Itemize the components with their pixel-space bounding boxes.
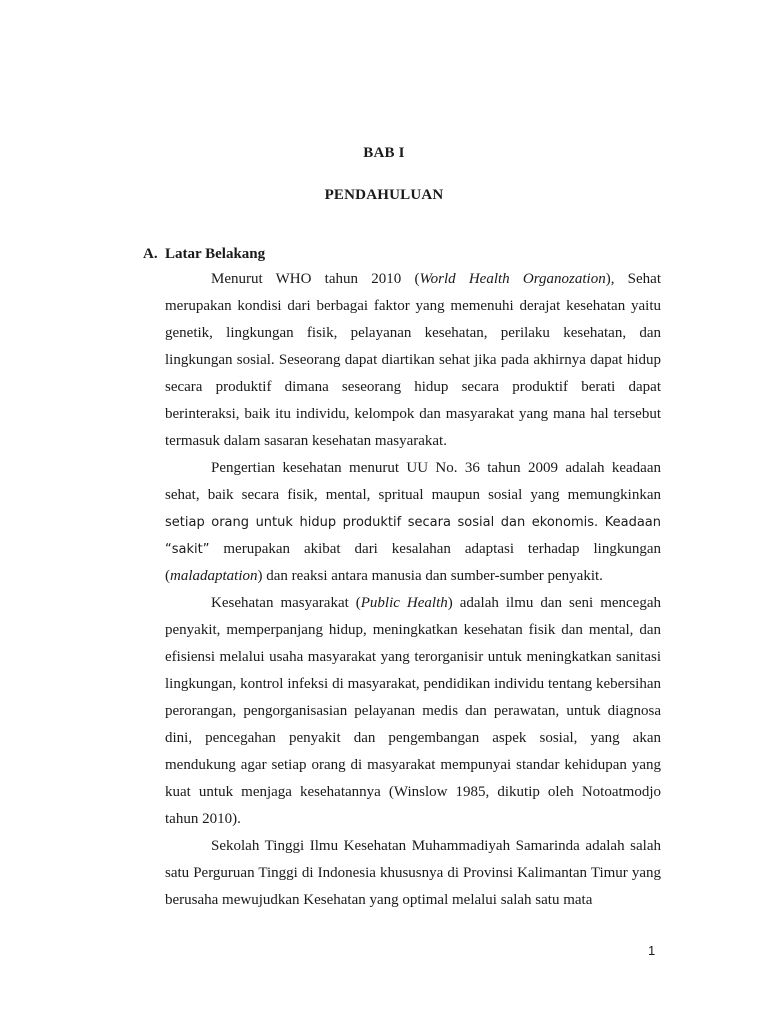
page-number: 1 xyxy=(648,943,656,958)
paragraph-text: merupakan akibat dari kesalahan adaptasi terhadap lingkungan ( xyxy=(165,541,661,584)
section-letter: A. xyxy=(143,246,158,262)
paragraph-sans-text: setiap orang untuk hidup produktif secara sosial dan ekonomis. Keadaan “sakit” xyxy=(165,515,661,557)
paragraph-text: Sekolah Tinggi Ilmu Kesehatan Muhammadiyah Samarinda adalah salah satu Perguruan Tinggi di Indonesia khususnya di Provinsi Kalimantan Timur yang berusaha mewujudkan Kesehatan yang optimal melalui salah satu mata xyxy=(165,838,661,908)
chapter-number: BAB I xyxy=(363,145,405,161)
paragraph-italic: maladaptation xyxy=(170,568,258,584)
body-text xyxy=(165,266,661,914)
paragraph-public-health xyxy=(165,590,661,833)
section-heading xyxy=(143,246,265,263)
paragraph-italic: World Health Organozation xyxy=(419,271,606,287)
paragraph-text: Kesehatan masyarakat ( xyxy=(211,595,361,611)
paragraph-stikes xyxy=(165,833,661,914)
paragraph-text: Pengertian kesehatan menurut UU No. 36 tahun 2009 adalah keadaan sehat, baik secara fisik, mental, spritual maupun sosial yang memungkinkan xyxy=(165,460,661,503)
paragraph-uu xyxy=(165,455,661,590)
paragraph-who xyxy=(165,266,661,455)
paragraph-text: ), Sehat merupakan kondisi dari berbagai faktor yang memenuhi derajat kesehatan yaitu genetik, lingkungan fisik, pelayanan kesehatan, perilaku kesehatan, dan lingkungan sosial. Seseorang dapat diartikan sehat jika pada akhirnya dapat hidup secara produktif dimana seseorang hidup secara produktif berati dapat berinteraksi, baik itu individu, kelompok dan masyarakat yang mana hal tersebut termasuk dalam sasaran kesehatan masyarakat. xyxy=(165,271,662,449)
section-title: Latar Belakang xyxy=(165,246,266,262)
paragraph-italic: Public Health xyxy=(360,595,448,611)
chapter-title: PENDAHULUAN xyxy=(324,187,444,203)
paragraph-text: ) dan reaksi antara manusia dan sumber-sumber penyakit. xyxy=(257,568,603,584)
paragraph-text: Menurut WHO tahun 2010 ( xyxy=(211,271,420,287)
paragraph-text: ) adalah ilmu dan seni mencegah penyakit, memperpanjang hidup, meningkatkan kesehatan fisik dan mental, dan efisiensi melalui usaha masyarakat yang terorganisir untuk meningkatkan sanitasi lingkungan, kontrol infeksi di masyarakat, pendidikan individu tentang kebersihan perorangan, pengorganisasian pelayanan medis dan perawatan, untuk diagnosa dini, pencegahan penyakit dan pengembangan aspek sosial, yang akan mendukung agar setiap orang di masyarakat mempunyai standar kehidupan yang kuat untuk menjaga kesehatannya (Winslow 1985, dikutip oleh Notoatmodjo tahun 2010). xyxy=(165,595,661,827)
